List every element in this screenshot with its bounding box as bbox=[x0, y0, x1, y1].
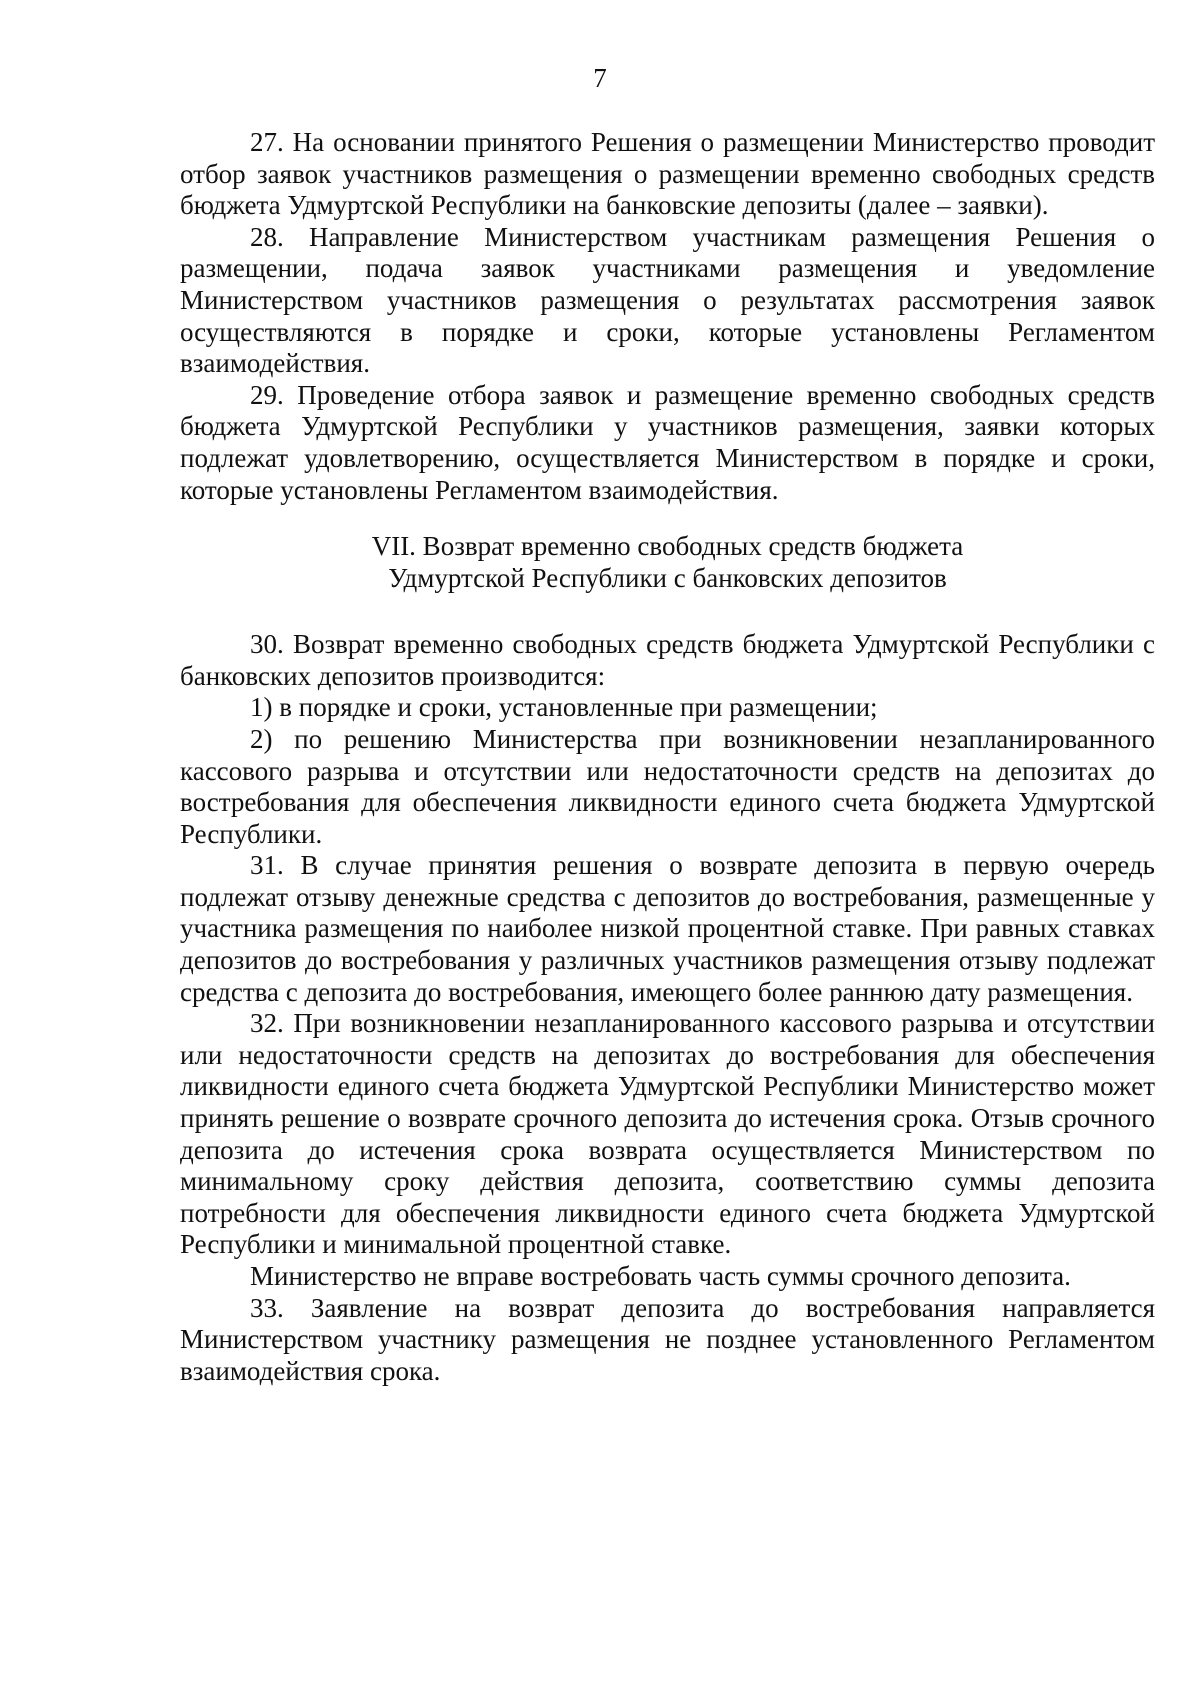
document-body bbox=[180, 127, 1155, 1387]
paragraph-30-item-1: 1) в порядке и сроки, установленные при размещении; bbox=[250, 692, 878, 723]
paragraph-29: 29. Проведение отбора заявок и размещение временно свободных средств бюджета Удмуртской Республики у участников размещения, заявки которых подлежат удовлетворению, осуществляется Министерством в порядке и сроки, которые установлены Регламентом взаимодействия. bbox=[180, 379, 1155, 505]
page-number: 7 bbox=[593, 63, 607, 93]
paragraph-33: 33. Заявление на возврат депозита до востребования направляется Министерством участнику размещения не позднее установленного Регламентом взаимодействия срока. bbox=[180, 1292, 1155, 1386]
section-heading-line-2: Удмуртской Республики с банковских депозитов bbox=[388, 563, 947, 594]
paragraph-27: 27. На основании принятого Решения о размещении Министерство проводит отбор заявок участников размещения о размещении временно свободных средств бюджета Удмуртской Республики на банковские депозиты (далее – заявки). bbox=[180, 127, 1155, 221]
paragraph-28: 28. Направление Министерством участникам размещения Решения о размещении, подача заявок участниками размещения и уведомление Министерством участников размещения о результатах рассмотрения заявок осуществляются в порядке и сроки, которые установлены Регламентом взаимодействия. bbox=[180, 221, 1155, 379]
paragraph-32-note: Министерство не вправе востребовать часть суммы срочного депозита. bbox=[250, 1261, 1071, 1291]
section-heading-line-1: VII. Возврат временно свободных средств бюджета bbox=[371, 531, 964, 562]
paragraph-32: 32. При возникновении незапланированного кассового разрыва и отсутствии или недостаточности средств на депозитах до востребования для обеспечения ликвидности единого счета бюджета Удмуртской Республики Министерство может принять решение о возврате срочного депозита до истечения срока. Отзыв срочного депозита до истечения срока возврата осуществляется Министерством по минимальному сроку действия депозита, соответствию суммы депозита потребности для обеспечения ликвидности единого счета бюджета Удмуртской Республики и минимальной процентной ставке. bbox=[180, 1008, 1155, 1260]
section-heading bbox=[180, 530, 1155, 594]
paragraph-30: 30. Возврат временно свободных средств бюджета Удмуртской Республики с банковских депозитов производится: bbox=[180, 629, 1155, 691]
paragraph-31: 31. В случае принятия решения о возврате депозита в первую очередь подлежат отзыву денежные средства с депозитов до востребования, размещенные у участника размещения по наиболее низкой процентной ставке. При равных ставках депозитов до востребования у различных участников размещения отзыву подлежат средства с депозита до востребования, имеющего более раннюю дату размещения. bbox=[180, 850, 1155, 1007]
paragraph-30-item-2: 2) по решению Министерства при возникновении незапланированного кассового разрыва и отсутствии или недостаточности средств на депозитах до востребования для обеспечения ликвидности единого счета бюджета Удмуртской Республики. bbox=[180, 723, 1155, 849]
